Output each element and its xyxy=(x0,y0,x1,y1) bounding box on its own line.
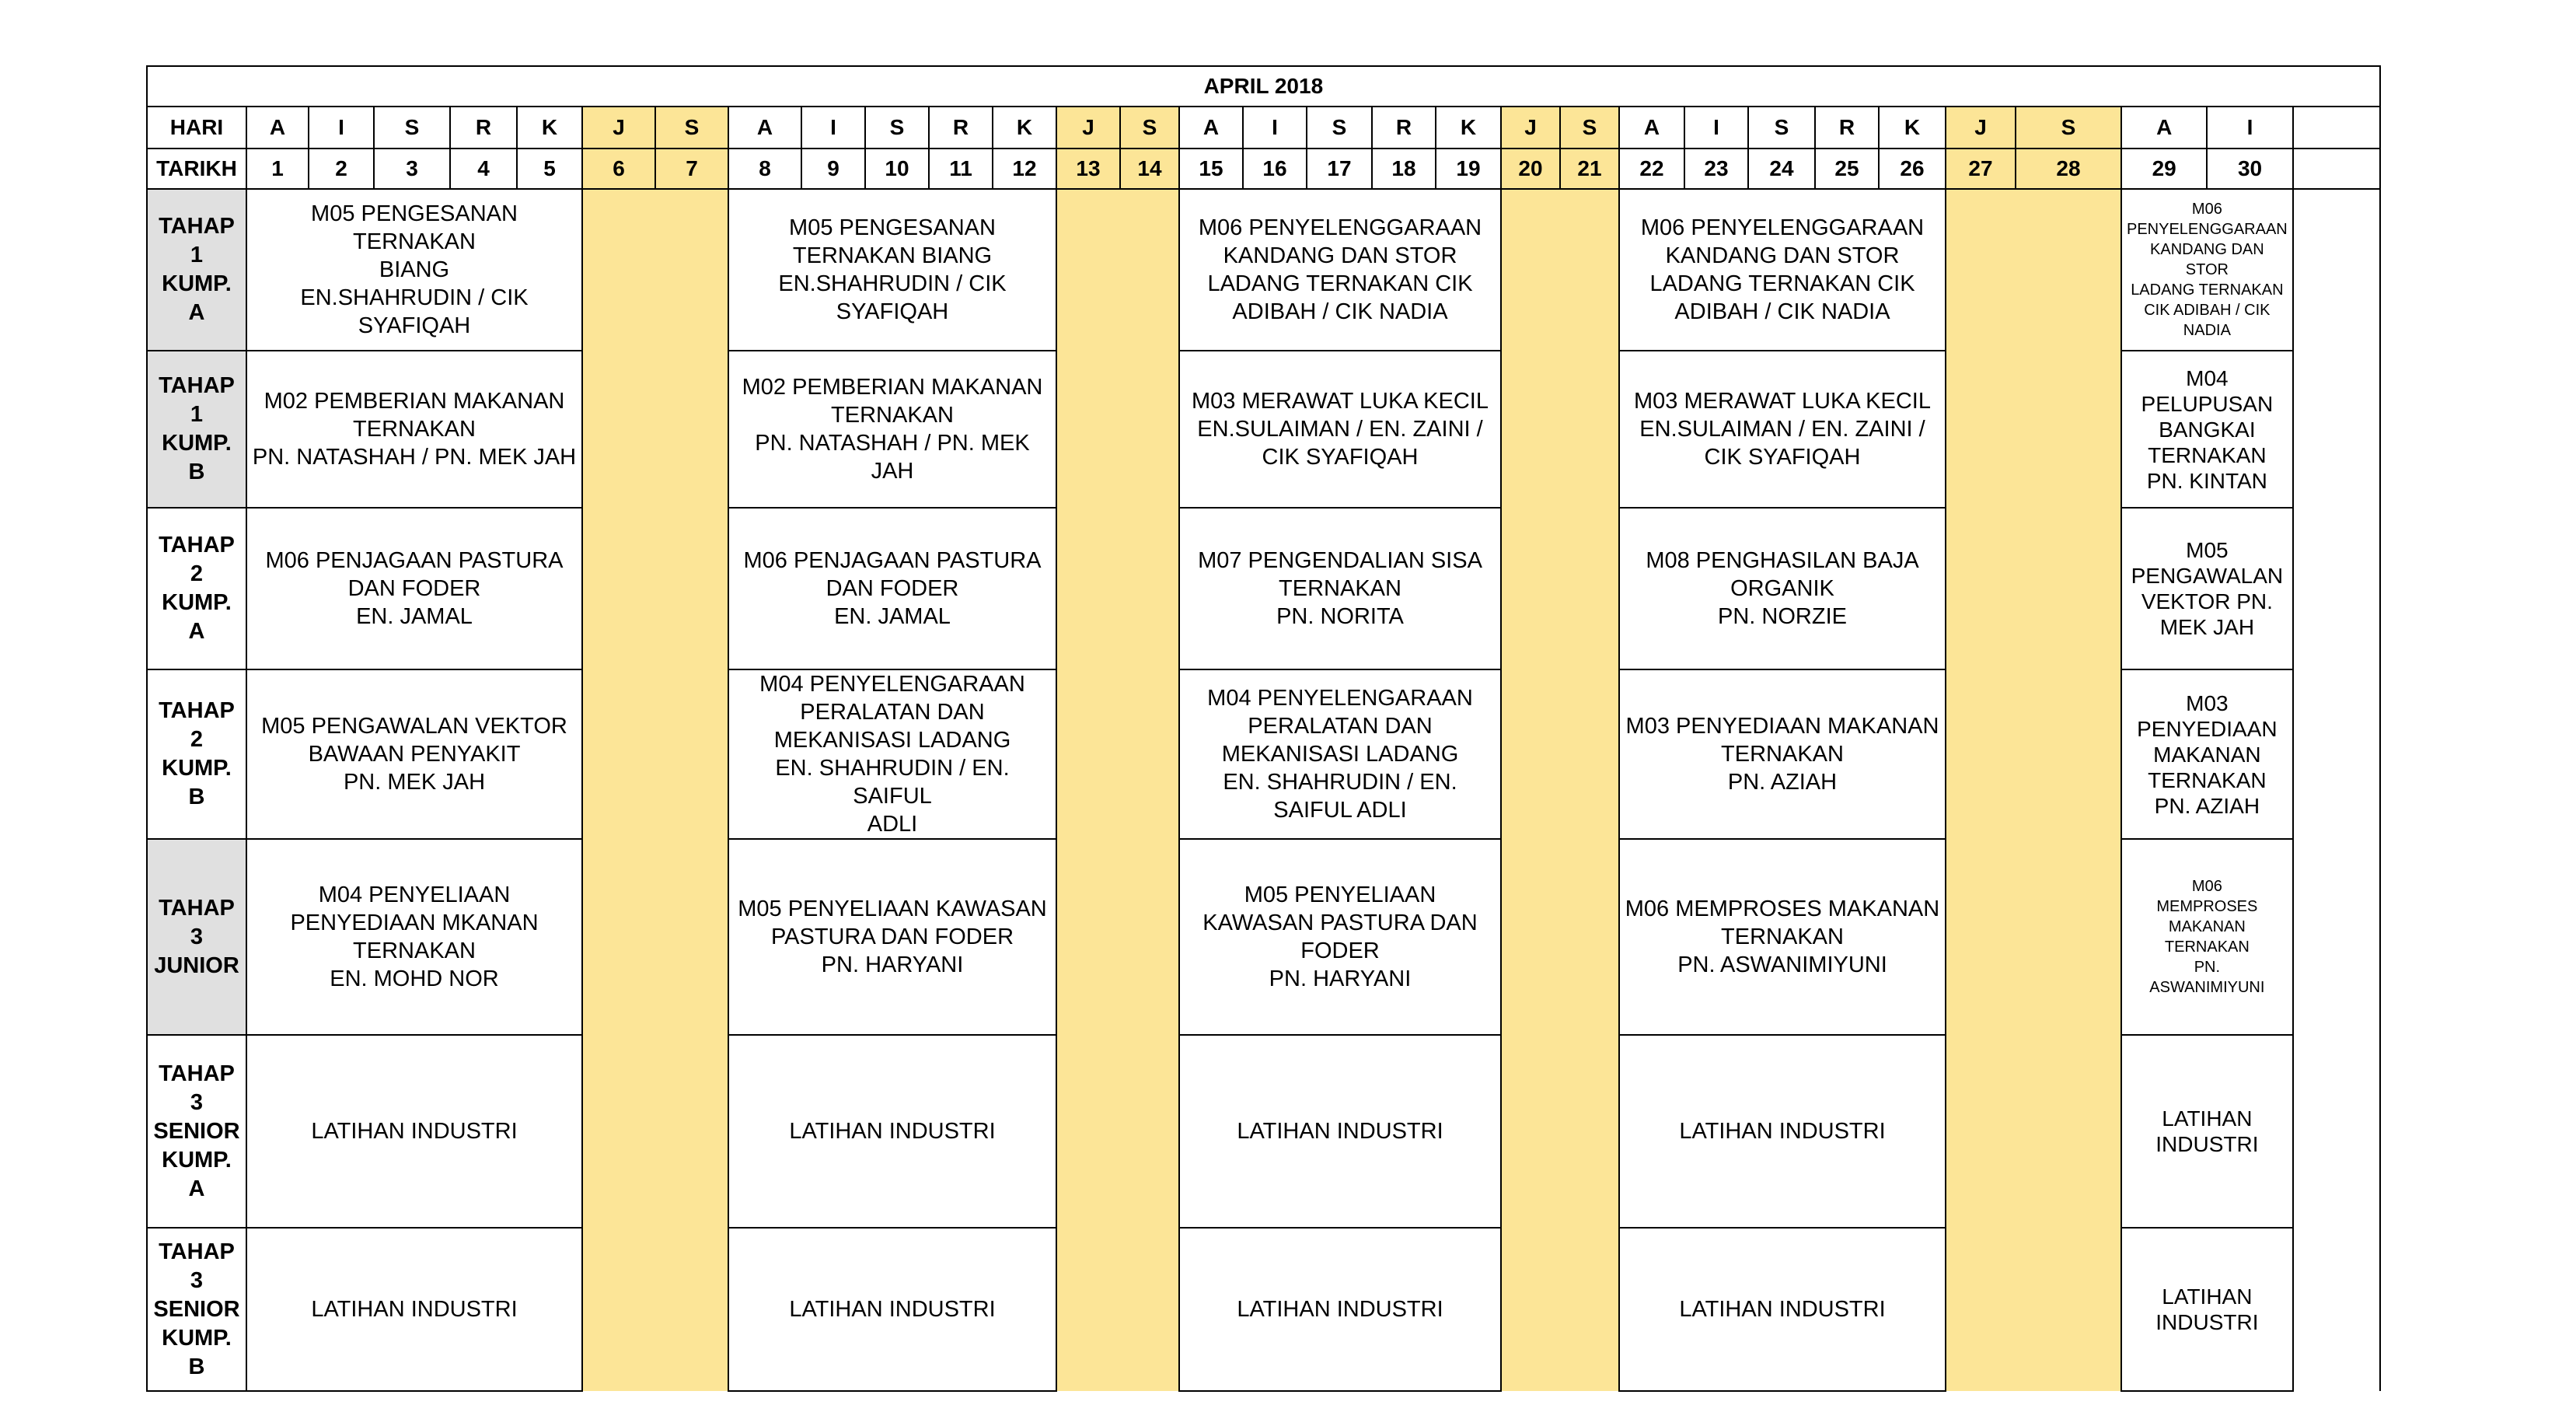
day-cell: S xyxy=(2016,107,2121,149)
module-cell: M06 MEMPROSES MAKANAN TERNAKAN PN. ASWANIMIYUNI xyxy=(2121,839,2293,1035)
module-cell: M02 PEMBERIAN MAKANAN TERNAKAN PN. NATASHAH / PN. MEK JAH xyxy=(728,351,1056,508)
day-cell: K xyxy=(517,107,582,149)
weekend-band xyxy=(582,351,728,508)
date-cell: 10 xyxy=(865,149,929,189)
module-cell: M04 PENYELENGARAAN PERALATAN DAN MEKANISASI LADANG EN. SHAHRUDIN / EN. SAIFUL ADLI xyxy=(728,669,1056,839)
module-cell: LATIHAN INDUSTRI xyxy=(728,1228,1056,1391)
group-label: TAHAP 3 SENIOR KUMP. B xyxy=(147,1228,246,1391)
row-spacer xyxy=(2293,189,2380,351)
date-cell: 29 xyxy=(2121,149,2207,189)
tarikh-label: TARIKH xyxy=(147,149,246,189)
weekend-band xyxy=(1056,351,1179,508)
date-cell: 19 xyxy=(1436,149,1501,189)
module-cell: M08 PENGHASILAN BAJA ORGANIK PN. NORZIE xyxy=(1619,508,1946,669)
weekend-band xyxy=(582,839,728,1035)
day-cell: K xyxy=(1879,107,1946,149)
group-label: TAHAP 1 KUMP. B xyxy=(147,351,246,508)
day-cell: R xyxy=(1372,107,1436,149)
date-cell: 27 xyxy=(1946,149,2016,189)
weekend-band xyxy=(1056,669,1179,839)
module-cell: LATIHAN INDUSTRI xyxy=(2121,1228,2293,1391)
calendar-title: APRIL 2018 xyxy=(147,66,2380,107)
row-spacer xyxy=(2293,669,2380,839)
module-cell: LATIHAN INDUSTRI xyxy=(1179,1035,1501,1228)
day-cell: A xyxy=(1619,107,1684,149)
timetable xyxy=(146,65,2381,1392)
module-cell: M03 PENYEDIAAN MAKANAN TERNAKAN PN. AZIAH xyxy=(1619,669,1946,839)
module-cell: M04 PENYELIAAN PENYEDIAAN MKANAN TERNAKAN EN. MOHD NOR xyxy=(246,839,582,1035)
group-label: TAHAP 2 KUMP. B xyxy=(147,669,246,839)
weekend-band xyxy=(1056,189,1179,351)
date-cell: 2 xyxy=(309,149,374,189)
day-cell: I xyxy=(309,107,374,149)
module-cell: M07 PENGENDALIAN SISA TERNAKAN PN. NORITA xyxy=(1179,508,1501,669)
date-cell: 6 xyxy=(582,149,655,189)
date-cell: 12 xyxy=(993,149,1056,189)
weekend-band xyxy=(1056,1228,1179,1391)
day-cell: R xyxy=(929,107,993,149)
module-cell: M05 PENGAWALAN VEKTOR BAWAAN PENYAKIT PN. MEK JAH xyxy=(246,669,582,839)
module-cell: LATIHAN INDUSTRI xyxy=(246,1228,582,1391)
day-cell: A xyxy=(728,107,801,149)
day-cell: A xyxy=(1179,107,1243,149)
weekend-band xyxy=(582,669,728,839)
group-label: TAHAP 3 SENIOR KUMP. A xyxy=(147,1035,246,1228)
date-cell: 21 xyxy=(1560,149,1619,189)
group-label: TAHAP 1 KUMP. A xyxy=(147,189,246,351)
group-label: TAHAP 2 KUMP. A xyxy=(147,508,246,669)
day-cell: J xyxy=(1501,107,1560,149)
weekend-band xyxy=(1501,508,1619,669)
module-cell: M06 MEMPROSES MAKANAN TERNAKAN PN. ASWANIMIYUNI xyxy=(1619,839,1946,1035)
date-cell: 28 xyxy=(2016,149,2121,189)
day-cell: I xyxy=(801,107,865,149)
weekend-band xyxy=(1946,508,2121,669)
date-cell: 16 xyxy=(1243,149,1307,189)
day-cell: S xyxy=(1307,107,1372,149)
day-cell: A xyxy=(246,107,309,149)
weekend-band xyxy=(1946,839,2121,1035)
date-cell: 8 xyxy=(728,149,801,189)
date-cell: 30 xyxy=(2207,149,2292,189)
day-cell: K xyxy=(1436,107,1501,149)
day-cell: I xyxy=(1243,107,1307,149)
weekend-band xyxy=(1501,839,1619,1035)
date-cell: 14 xyxy=(1120,149,1179,189)
module-cell: M02 PEMBERIAN MAKANAN TERNAKAN PN. NATASHAH / PN. MEK JAH xyxy=(246,351,582,508)
weekend-band xyxy=(1946,1228,2121,1391)
weekend-band xyxy=(1501,351,1619,508)
date-cell: 11 xyxy=(929,149,993,189)
weekend-band xyxy=(1946,351,2121,508)
weekend-band xyxy=(582,1035,728,1228)
day-cell: I xyxy=(2207,107,2292,149)
weekend-band xyxy=(1501,1228,1619,1391)
weekend-band xyxy=(1946,1035,2121,1228)
hari-label: HARI xyxy=(147,107,246,149)
module-cell: LATIHAN INDUSTRI xyxy=(2121,1035,2293,1228)
row-spacer xyxy=(2293,1035,2380,1228)
module-cell: LATIHAN INDUSTRI xyxy=(246,1035,582,1228)
row-spacer xyxy=(2293,508,2380,669)
weekend-band xyxy=(582,508,728,669)
module-cell: M04 PENYELENGARAAN PERALATAN DAN MEKANISASI LADANG EN. SHAHRUDIN / EN. SAIFUL ADLI xyxy=(1179,669,1501,839)
day-cell: R xyxy=(1815,107,1879,149)
date-cell: 13 xyxy=(1056,149,1120,189)
date-cell: 1 xyxy=(246,149,309,189)
module-cell: M06 PENYELENGGARAAN KANDANG DAN STOR LADANG TERNAKAN CIK ADIBAH / CIK NADIA xyxy=(1619,189,1946,351)
day-cell: K xyxy=(993,107,1056,149)
weekend-band xyxy=(582,1228,728,1391)
module-cell: M06 PENJAGAAN PASTURA DAN FODER EN. JAMAL xyxy=(728,508,1056,669)
row-spacer xyxy=(2293,1228,2380,1391)
header-spacer xyxy=(2293,107,2380,149)
date-cell: 20 xyxy=(1501,149,1560,189)
date-cell: 15 xyxy=(1179,149,1243,189)
module-cell: M04 PELUPUSAN BANGKAI TERNAKAN PN. KINTAN xyxy=(2121,351,2293,508)
module-cell: LATIHAN INDUSTRI xyxy=(728,1035,1056,1228)
module-cell: LATIHAN INDUSTRI xyxy=(1179,1228,1501,1391)
row-spacer xyxy=(2293,351,2380,508)
date-cell: 24 xyxy=(1748,149,1815,189)
date-cell: 18 xyxy=(1372,149,1436,189)
date-cell: 4 xyxy=(450,149,517,189)
date-cell: 3 xyxy=(374,149,450,189)
day-cell: R xyxy=(450,107,517,149)
day-cell: J xyxy=(1056,107,1120,149)
date-cell: 22 xyxy=(1619,149,1684,189)
date-cell: 25 xyxy=(1815,149,1879,189)
module-cell: M06 PENYELENGGARAAN KANDANG DAN STOR LADANG TERNAKAN CIK ADIBAH / CIK NADIA xyxy=(2121,189,2293,351)
weekend-band xyxy=(582,189,728,351)
module-cell: M05 PENGESANAN TERNAKAN BIANG EN.SHAHRUDIN / CIK SYAFIQAH xyxy=(728,189,1056,351)
group-label: TAHAP 3 JUNIOR xyxy=(147,839,246,1035)
module-cell: M05 PENGAWALAN VEKTOR PN. MEK JAH xyxy=(2121,508,2293,669)
day-cell: S xyxy=(1560,107,1619,149)
module-cell: LATIHAN INDUSTRI xyxy=(1619,1035,1946,1228)
weekend-band xyxy=(1501,1035,1619,1228)
day-cell: S xyxy=(1120,107,1179,149)
header-spacer xyxy=(2293,149,2380,189)
module-cell: M03 PENYEDIAAN MAKANAN TERNAKAN PN. AZIAH xyxy=(2121,669,2293,839)
day-cell: S xyxy=(655,107,728,149)
module-cell: M03 MERAWAT LUKA KECIL EN.SULAIMAN / EN. ZAINI / CIK SYAFIQAH xyxy=(1619,351,1946,508)
date-cell: 23 xyxy=(1684,149,1748,189)
date-cell: 9 xyxy=(801,149,865,189)
module-cell: LATIHAN INDUSTRI xyxy=(1619,1228,1946,1391)
weekend-band xyxy=(1501,669,1619,839)
weekend-band xyxy=(1946,669,2121,839)
module-cell: M05 PENYELIAAN KAWASAN PASTURA DAN FODER PN. HARYANI xyxy=(728,839,1056,1035)
module-cell: M06 PENYELENGGARAAN KANDANG DAN STOR LADANG TERNAKAN CIK ADIBAH / CIK NADIA xyxy=(1179,189,1501,351)
module-cell: M03 MERAWAT LUKA KECIL EN.SULAIMAN / EN. ZAINI / CIK SYAFIQAH xyxy=(1179,351,1501,508)
date-cell: 26 xyxy=(1879,149,1946,189)
weekend-band xyxy=(1056,839,1179,1035)
day-cell: A xyxy=(2121,107,2207,149)
weekend-band xyxy=(1056,1035,1179,1228)
date-cell: 5 xyxy=(517,149,582,189)
module-cell: M05 PENGESANAN TERNAKAN BIANG EN.SHAHRUDIN / CIK SYAFIQAH xyxy=(246,189,582,351)
day-cell: S xyxy=(865,107,929,149)
date-cell: 7 xyxy=(655,149,728,189)
day-cell: J xyxy=(1946,107,2016,149)
weekend-band xyxy=(1056,508,1179,669)
day-cell: S xyxy=(374,107,450,149)
day-cell: J xyxy=(582,107,655,149)
row-spacer xyxy=(2293,839,2380,1035)
weekend-band xyxy=(1946,189,2121,351)
weekend-band xyxy=(1501,189,1619,351)
day-cell: S xyxy=(1748,107,1815,149)
module-cell: M05 PENYELIAAN KAWASAN PASTURA DAN FODER PN. HARYANI xyxy=(1179,839,1501,1035)
day-cell: I xyxy=(1684,107,1748,149)
date-cell: 17 xyxy=(1307,149,1372,189)
module-cell: M06 PENJAGAAN PASTURA DAN FODER EN. JAMAL xyxy=(246,508,582,669)
